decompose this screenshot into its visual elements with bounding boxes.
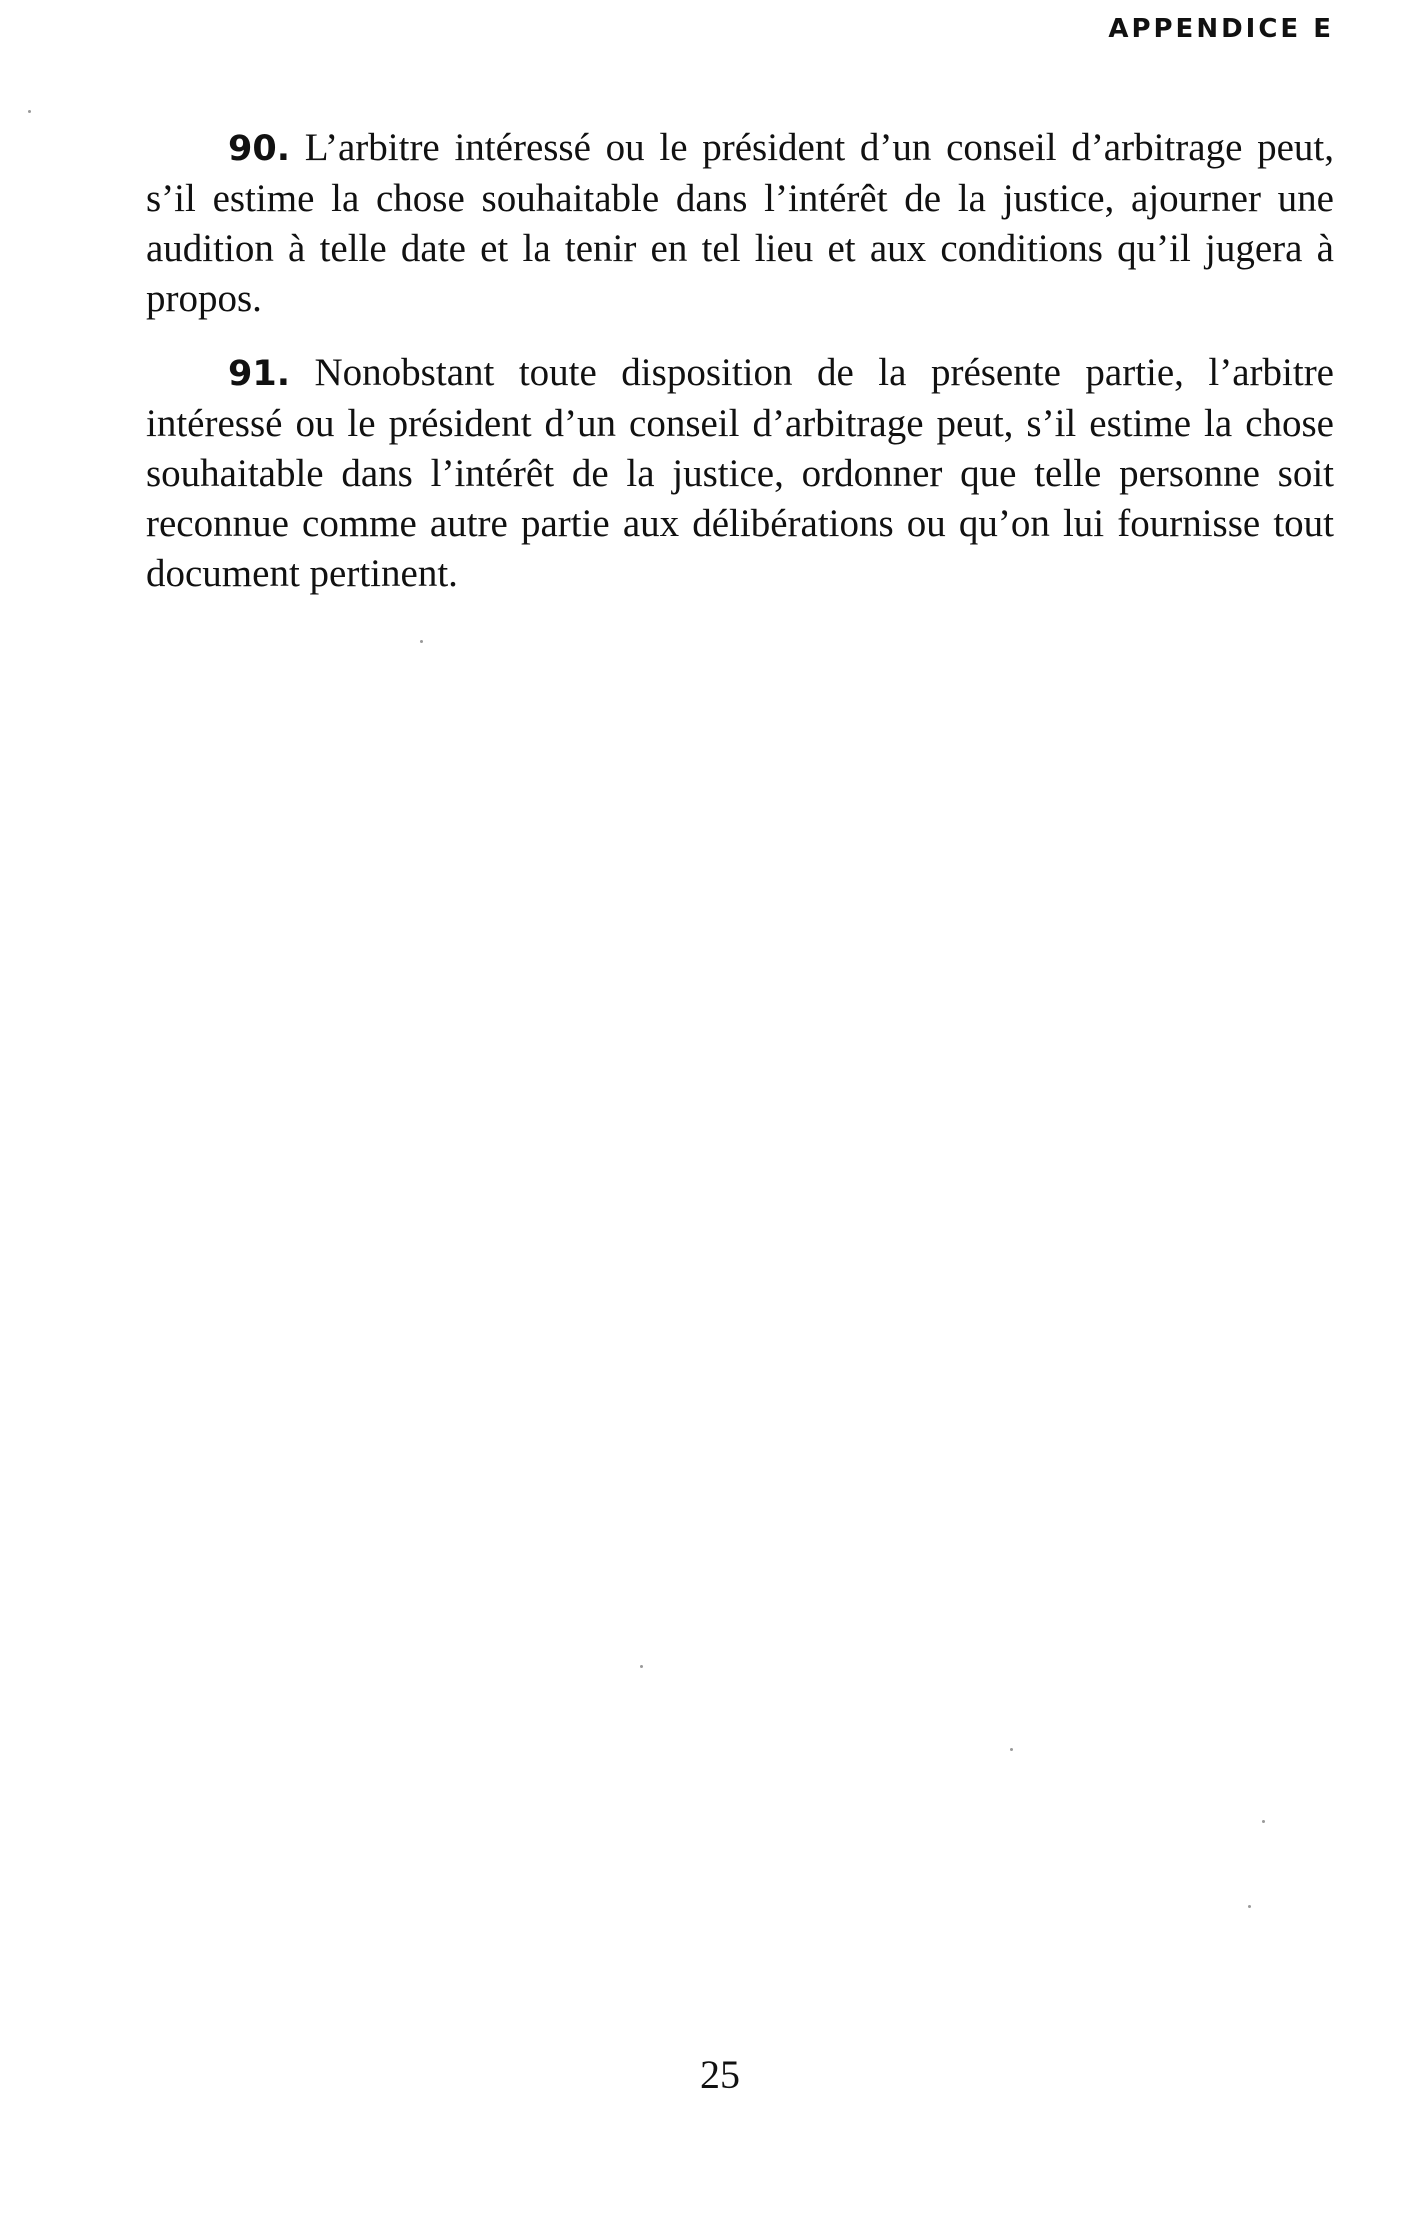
scan-speck [28,110,31,113]
scan-speck [1010,1748,1013,1751]
scan-speck [420,640,423,643]
paragraph-number: 91. [228,354,291,394]
scan-speck [1262,1820,1265,1823]
paragraph-text: Nonobstant toute disposition de la présente partie, l’arbitre intéressé ou le président d’un conseil d’arbitrage peut, s’il estime la chose souhaitable dans l’intérêt de la justice, ordonner que telle personne soit reconnue comme autre partie aux délibérations ou qu’on lui fournisse tout document pertinent. [146,351,1334,595]
paragraph-91 [146,348,1334,599]
scan-speck [640,1665,643,1668]
body-text [146,123,1334,623]
scan-speck [1248,1905,1251,1908]
running-head: APPENDICE E [1108,14,1334,44]
paragraph-number: 90. [228,129,291,169]
paragraph-text: L’arbitre intéressé ou le président d’un conseil d’arbitrage peut, s’il estime la chose souhaitable dans l’intérêt de la justice, ajourner une audition à telle date et la tenir en tel lieu et aux conditions qu’il jugera à propos. [146,126,1334,320]
page-number: 25 [700,2052,740,2097]
paragraph-90 [146,123,1334,324]
